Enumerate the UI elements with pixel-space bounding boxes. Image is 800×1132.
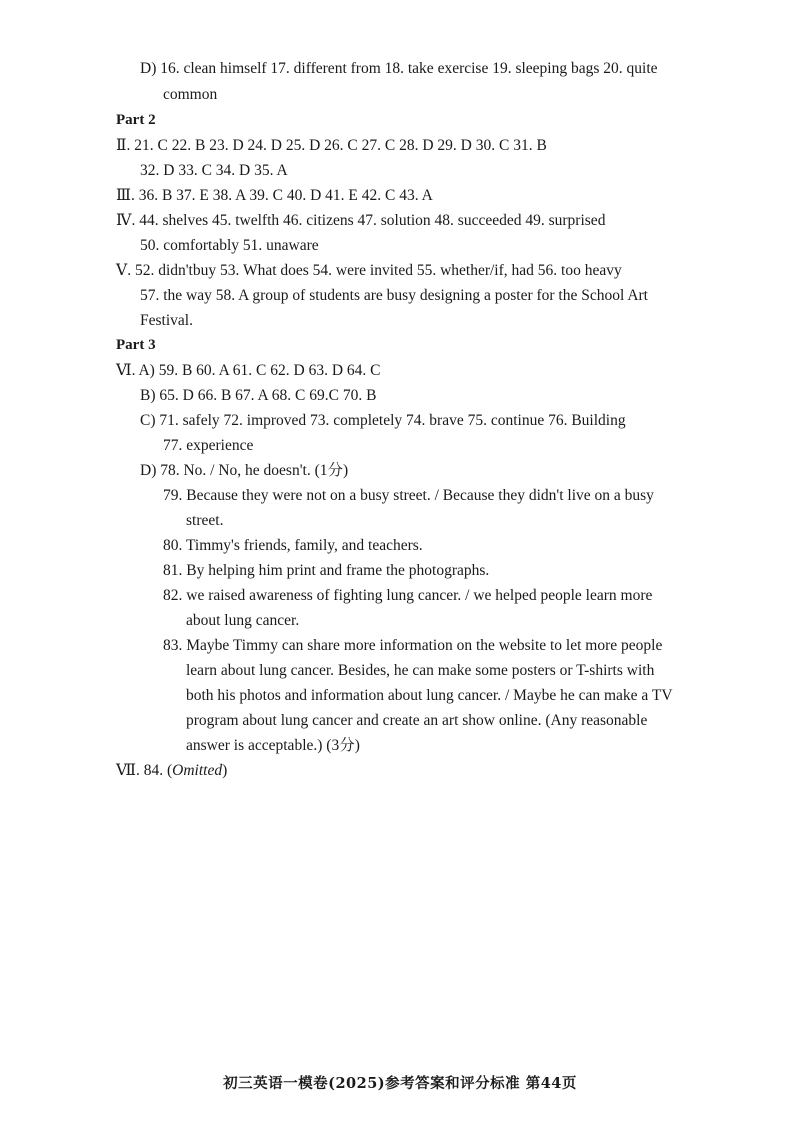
section-5-line-cont: 57. the way 58. A group of students are busy designing a poster for the School Art xyxy=(140,287,648,304)
answer-79: 79. Because they were not on a busy street. / Because they didn't live on a busy xyxy=(163,487,654,504)
answer-80: 80. Timmy's friends, family, and teachers. xyxy=(163,537,423,554)
section-5-line: Ⅴ. 52. didn'tbuy 53. What does 54. were invited 55. whether/if, had 56. too heavy xyxy=(116,262,622,279)
answer-83-cont-1: learn about lung cancer. Besides, he can make some posters or T-shirts with xyxy=(186,662,655,679)
section-6b-line: B) 65. D 66. B 67. A 68. C 69.C 70. B xyxy=(140,387,377,404)
section-2-line: Ⅱ. 21. C 22. B 23. D 24. D 25. D 26. C 27. C 28. D 29. D 30. C 31. B xyxy=(116,137,547,154)
section-7-prefix: Ⅶ. 84. ( xyxy=(116,762,173,779)
section-3-line: Ⅲ. 36. B 37. E 38. A 39. C 40. D 41. E 42. C 43. A xyxy=(116,187,433,204)
answer-82-cont: about lung cancer. xyxy=(186,612,300,629)
section-6c-line: C) 71. safely 72. improved 73. completely 74. brave 75. continue 76. Building xyxy=(140,412,626,429)
answer-79-cont: street. xyxy=(186,512,224,529)
answer-83: 83. Maybe Timmy can share more information on the website to let more people xyxy=(163,637,663,654)
section-6c-line-cont: 77. experience xyxy=(163,437,254,454)
answer-83-cont-2: both his photos and information about lung cancer. / Maybe he can make a TV xyxy=(186,687,673,704)
page-footer: 初三英语一模卷(2025)参考答案和评分标准 第44页 xyxy=(223,1075,577,1092)
answer-83-cont-3: program about lung cancer and create an art show online. (Any reasonable xyxy=(186,712,648,729)
answer-82: 82. we raised awareness of fighting lung cancer. / we helped people learn more xyxy=(163,587,653,604)
part-2-heading: Part 2 xyxy=(116,112,156,128)
section-7-suffix: ) xyxy=(222,762,228,779)
section-7-line xyxy=(116,758,227,783)
section-4-line-cont: 50. comfortably 51. unaware xyxy=(140,237,319,254)
omitted-label: Omitted xyxy=(172,762,223,779)
section-5-line-cont-2: Festival. xyxy=(140,312,193,329)
section-1-d-line: D) 16. clean himself 17. different from 18. take exercise 19. sleeping bags 20. quite xyxy=(140,60,658,77)
section-6d-line: D) 78. No. / No, he doesn't. (1分) xyxy=(140,462,349,479)
answer-83-cont-4: answer is acceptable.) (3分) xyxy=(186,737,360,754)
section-6a-line: Ⅵ. A) 59. B 60. A 61. C 62. D 63. D 64. C xyxy=(116,362,381,379)
section-2-line-cont: 32. D 33. C 34. D 35. A xyxy=(140,162,288,179)
section-4-line: Ⅳ. 44. shelves 45. twelfth 46. citizens 47. solution 48. succeeded 49. surprised xyxy=(116,212,606,229)
section-1-d-line-cont: common xyxy=(163,86,218,103)
part-3-heading: Part 3 xyxy=(116,337,156,353)
answer-81: 81. By helping him print and frame the photographs. xyxy=(163,562,490,579)
